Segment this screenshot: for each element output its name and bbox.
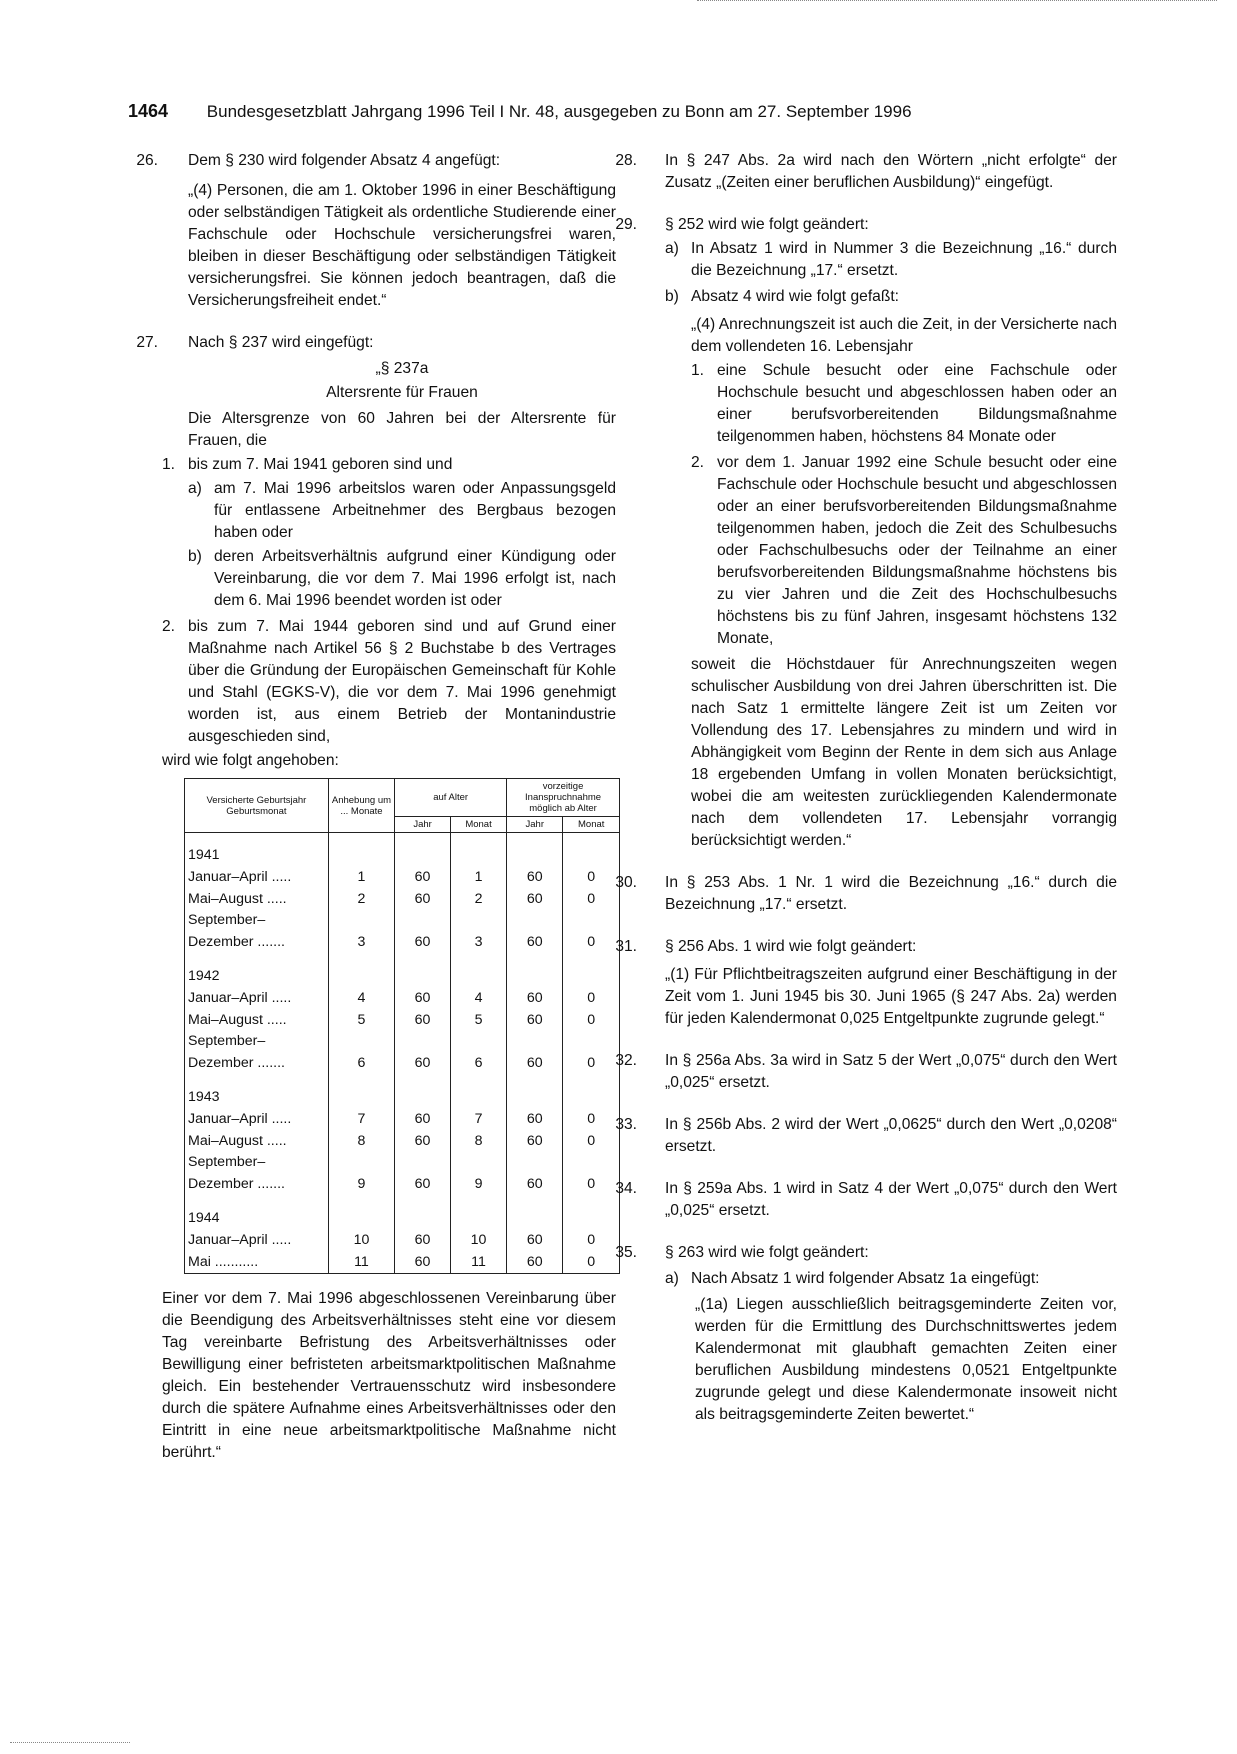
item-text: Dem § 230 wird folgender Absatz 4 angefügt: — [188, 152, 501, 169]
raised-text: wird wie folgt angehoben: — [162, 752, 339, 769]
table-cell — [450, 910, 506, 932]
age-year: 60 — [395, 932, 451, 954]
table-cell — [507, 966, 563, 988]
age-year: 60 — [395, 867, 451, 889]
table-cell — [328, 1075, 394, 1087]
header-insured: Versicherte Geburtsjahr Geburtsmonat — [185, 779, 329, 833]
point-text: Absatz 4 wird wie folgt gefaßt: — [691, 288, 900, 305]
table-cell — [507, 1031, 563, 1053]
age-table-body — [185, 833, 620, 1274]
table-cell — [328, 845, 394, 867]
point-text: bis zum 7. Mai 1941 geboren sind und — [188, 456, 453, 473]
quoted-paragraph: „(1) Für Pflichtbeitragszeiten aufgrund einer Beschäftigung in der Zeit vom 1. Juni 1945 bis 30. Juni 1965 (§ 247 Abs. 2a) werden für jeden Kalendermonat 0,025 Entgeltpunkte zugrunde gelegt.“ — [665, 966, 1117, 1027]
point-text: deren Arbeitsverhältnis aufgrund einer Kündigung oder Vereinbarung, die vor dem 7. Mai 1996 erfolgt ist, nach dem 6. Mai 1996 beendet worden ist oder — [214, 548, 616, 609]
table-cell — [450, 1031, 506, 1053]
table-cell — [563, 1087, 620, 1109]
point-text: Nach Absatz 1 wird folgender Absatz 1a eingefügt: — [691, 1270, 1040, 1287]
table-cell — [395, 966, 451, 988]
table-cell — [328, 1152, 394, 1174]
table-row — [185, 1252, 620, 1274]
item-text: In § 259a Abs. 1 wird in Satz 4 der Wert „0,075“ durch den Wert „0,025“ ersetzt. — [665, 1180, 1117, 1219]
table-cell — [507, 1196, 563, 1208]
table-row — [185, 889, 620, 911]
table-row — [185, 1109, 620, 1131]
table-cell — [395, 833, 451, 846]
age-year: 60 — [395, 1109, 451, 1131]
point-marker: 2. — [162, 618, 176, 635]
age-month: 5 — [450, 1010, 506, 1032]
early-month: 0 — [563, 1230, 620, 1252]
table-cell — [328, 1031, 394, 1053]
increase-months: 5 — [328, 1010, 394, 1032]
table-cell — [395, 1152, 451, 1174]
table-cell — [328, 910, 394, 932]
early-year: 60 — [507, 988, 563, 1010]
item-number: 33. — [615, 1116, 637, 1133]
table-cell — [507, 1208, 563, 1230]
header-increase: Anhebung um ... Monate — [328, 779, 394, 833]
item-number: 32. — [615, 1052, 637, 1069]
early-month: 0 — [563, 1109, 620, 1131]
table-cell — [563, 1075, 620, 1087]
item-number: 31. — [615, 938, 637, 955]
early-year: 60 — [507, 1010, 563, 1032]
increase-months: 2 — [328, 889, 394, 911]
table-row — [185, 1010, 620, 1032]
table-spacer-row — [185, 1196, 620, 1208]
point-a — [665, 238, 1117, 282]
age-month: 6 — [450, 1053, 506, 1075]
early-month: 0 — [563, 889, 620, 911]
section-title: Altersrente für Frauen — [326, 384, 478, 401]
table-cell — [450, 1075, 506, 1087]
point-2 — [162, 616, 616, 748]
table-cell — [328, 1087, 394, 1109]
age-year: 60 — [395, 889, 451, 911]
item-text: In § 247 Abs. 2a wird nach den Wörtern „nicht erfolgte“ der Zusatz „(Zeiten einer beruflichen Ausbildung)“ eingefügt. — [665, 152, 1117, 191]
item-text: § 263 wird wie folgt geändert: — [665, 1244, 869, 1261]
table-cell — [507, 845, 563, 867]
point-a — [665, 1268, 1117, 1426]
item-30 — [615, 872, 1117, 916]
birth-year: 1944 — [185, 1208, 329, 1230]
header-year: Jahr — [395, 817, 451, 833]
point-text: bis zum 7. Mai 1944 geboren sind und auf Grund einer Maßnahme nach Artikel 56 § 2 Buchstabe b des Vertrages über die Gründung der Europäischen Gemeinschaft für Kohle und Stahl (EGKS-V), die vor dem 7. Mai 1996 genehmigt worden ist, aus einem Betrieb der Montanindustrie ausgeschieden sind, — [188, 618, 616, 745]
age-year: 60 — [395, 1230, 451, 1252]
increase-months: 4 — [328, 988, 394, 1010]
age-month: 9 — [450, 1174, 506, 1196]
increase-months: 7 — [328, 1109, 394, 1131]
birth-month-label: Dezember ....... — [185, 932, 329, 954]
point-marker: 2. — [691, 454, 705, 471]
page-header — [128, 101, 1108, 127]
table-row — [185, 932, 620, 954]
point-text: eine Schule besucht oder eine Fachschule oder Hochschule besucht und abgeschlossen haben oder an einer berufsvorbereitenden Bildungsmaßnahme teilgenommen haben, höchstens 84 Monate oder — [717, 362, 1117, 445]
item-number: 34. — [615, 1180, 637, 1197]
table-cell — [185, 1075, 329, 1087]
header-month: Monat — [563, 817, 620, 833]
early-month: 0 — [563, 1252, 620, 1274]
table-cell — [563, 1152, 620, 1174]
increase-months: 1 — [328, 867, 394, 889]
item-text: In § 253 Abs. 1 Nr. 1 wird die Bezeichnung „16.“ durch die Bezeichnung „17.“ ersetzt. — [665, 874, 1117, 913]
item-number: 28. — [615, 152, 637, 169]
item-number: 27. — [136, 334, 158, 351]
table-cell — [395, 845, 451, 867]
table-cell — [563, 845, 620, 867]
table-cell — [395, 910, 451, 932]
birth-month-label: Januar–April ..... — [185, 988, 329, 1010]
increase-months: 9 — [328, 1174, 394, 1196]
table-cell — [450, 954, 506, 966]
quoted-paragraph: „(4) Personen, die am 1. Oktober 1996 in einer Beschäftigung oder selbständigen Tätigkeit als ordentliche Studierende einer Fachschule oder Hochschule versicherungsfrei waren, bleiben in dieser Beschäftigung oder selbständigen Tätigkeit versicherungsfrei. Sie können jedoch beantragen, daß die Versicherungsfreiheit endet.“ — [188, 182, 616, 309]
table-cell — [507, 833, 563, 846]
right-column — [615, 150, 1117, 1440]
birth-month-label: Dezember ....... — [185, 1174, 329, 1196]
early-year: 60 — [507, 889, 563, 911]
early-year: 60 — [507, 1230, 563, 1252]
table-cell — [507, 1087, 563, 1109]
item-29 — [615, 214, 1117, 852]
age-month: 4 — [450, 988, 506, 1010]
table-row — [185, 1152, 620, 1174]
early-year: 60 — [507, 932, 563, 954]
point-marker: a) — [665, 1270, 679, 1287]
age-year: 60 — [395, 1252, 451, 1274]
age-month: 3 — [450, 932, 506, 954]
birth-month-label: Mai–August ..... — [185, 889, 329, 911]
age-year: 60 — [395, 1131, 451, 1153]
quoted-point-2 — [691, 452, 1117, 650]
item-text: § 252 wird wie folgt geändert: — [665, 216, 869, 233]
item-text: Nach § 237 wird eingefügt: — [188, 334, 374, 351]
quoted-tail: soweit die Höchstdauer für Anrechnungszeiten wegen schulischer Ausbildung von drei Jahren überschritten ist. Die nach Satz 1 ermittelte längere Zeit ist um Zeiten vor Vollendung des 17. Lebensjahres zu mindern und wird in Abhängigkeit vom Beginn der Rente in dem sich aus Anlage 18 ergebenden Umfang in vollen Monaten berücksichtigt, wobei die am weitesten zurückliegenden Kalendermonate nach dem vollendeten 17. Lebensjahr vorrangig berücksichtigt werden.“ — [691, 656, 1117, 849]
early-year: 60 — [507, 1109, 563, 1131]
table-cell — [450, 1196, 506, 1208]
birth-year: 1941 — [185, 845, 329, 867]
increase-months: 11 — [328, 1252, 394, 1274]
table-year-row — [185, 1087, 620, 1109]
point-text: In Absatz 1 wird in Nummer 3 die Bezeichnung „16.“ durch die Bezeichnung „17.“ ersetzt. — [691, 240, 1117, 279]
age-year: 60 — [395, 1174, 451, 1196]
table-row — [185, 988, 620, 1010]
age-month: 7 — [450, 1109, 506, 1131]
item-text: In § 256b Abs. 2 wird der Wert „0,0625“ durch den Wert „0,0208“ ersetzt. — [665, 1116, 1117, 1155]
birth-month-label: Januar–April ..... — [185, 867, 329, 889]
table-cell — [395, 1075, 451, 1087]
point-1a — [188, 478, 616, 544]
early-year: 60 — [507, 1053, 563, 1075]
item-number: 29. — [615, 216, 637, 233]
table-cell — [507, 1075, 563, 1087]
early-year: 60 — [507, 1174, 563, 1196]
age-year: 60 — [395, 1053, 451, 1075]
table-cell — [450, 1208, 506, 1230]
table-cell — [563, 1208, 620, 1230]
early-month: 0 — [563, 1174, 620, 1196]
table-spacer-row — [185, 833, 620, 846]
table-row — [185, 1230, 620, 1252]
header-year: Jahr — [507, 817, 563, 833]
item-number: 30. — [615, 874, 637, 891]
table-cell — [395, 1031, 451, 1053]
table-spacer-row — [185, 1075, 620, 1087]
table-cell — [185, 833, 329, 846]
gazette-title: Bundesgesetzblatt Jahrgang 1996 Teil I Nr. 48, ausgegeben zu Bonn am 27. September 1996 — [206, 102, 912, 121]
table-year-row — [185, 1208, 620, 1230]
point-b — [665, 286, 1117, 852]
point-1 — [162, 454, 616, 612]
age-increase-table-wrap — [184, 778, 616, 1274]
birth-month-label: September– — [185, 1152, 329, 1174]
age-year: 60 — [395, 1010, 451, 1032]
early-year: 60 — [507, 867, 563, 889]
age-month: 2 — [450, 889, 506, 911]
early-month: 0 — [563, 988, 620, 1010]
header-month: Monat — [450, 817, 506, 833]
table-cell — [328, 1208, 394, 1230]
early-month: 0 — [563, 1053, 620, 1075]
item-number: 35. — [615, 1244, 637, 1261]
increase-months: 10 — [328, 1230, 394, 1252]
table-year-row — [185, 845, 620, 867]
table-row — [185, 1053, 620, 1075]
birth-month-label: Januar–April ..... — [185, 1230, 329, 1252]
point-marker: b) — [188, 548, 202, 565]
point-marker: a) — [665, 240, 679, 257]
item-27 — [136, 332, 616, 1464]
quoted-paragraph: „(1a) Liegen ausschließlich beitragsgeminderte Zeiten vor, werden für die Ermittlung des Durchschnittswertes jedem Kalendermonat mit glaubhaft gemachten Zeiten einer beruflichen Ausbildung mindestens 0,0521 Entgeltpunkte zugrunde gelegt und diese Kalendermonate insoweit nicht als beitragsgeminderte Zeiten bewertet.“ — [695, 1296, 1117, 1423]
header-to-age: auf Alter — [395, 779, 507, 817]
table-cell — [507, 910, 563, 932]
table-cell — [450, 966, 506, 988]
early-month: 0 — [563, 932, 620, 954]
early-month: 0 — [563, 867, 620, 889]
item-33 — [615, 1114, 1117, 1158]
age-month: 11 — [450, 1252, 506, 1274]
early-year: 60 — [507, 1131, 563, 1153]
table-cell — [185, 1196, 329, 1208]
table-cell — [450, 1087, 506, 1109]
table-cell — [328, 833, 394, 846]
birth-month-label: September– — [185, 910, 329, 932]
increase-months: 3 — [328, 932, 394, 954]
item-35 — [615, 1242, 1117, 1426]
item-32 — [615, 1050, 1117, 1094]
table-row — [185, 1031, 620, 1053]
item-text: § 256 Abs. 1 wird wie folgt geändert: — [665, 938, 917, 955]
table-row — [185, 910, 620, 932]
table-cell — [507, 954, 563, 966]
birth-year: 1943 — [185, 1087, 329, 1109]
table-cell — [563, 833, 620, 846]
item-text: In § 256a Abs. 3a wird in Satz 5 der Wert „0,075“ durch den Wert „0,025“ ersetzt. — [665, 1052, 1117, 1091]
item-28 — [615, 150, 1117, 194]
age-month: 8 — [450, 1131, 506, 1153]
table-cell — [395, 1087, 451, 1109]
item-31 — [615, 936, 1117, 1030]
table-cell — [450, 845, 506, 867]
increase-months: 6 — [328, 1053, 394, 1075]
table-cell — [450, 833, 506, 846]
point-1b — [188, 546, 616, 612]
early-month: 0 — [563, 1010, 620, 1032]
table-cell — [395, 1196, 451, 1208]
table-cell — [328, 966, 394, 988]
table-cell — [563, 910, 620, 932]
table-row — [185, 867, 620, 889]
early-month: 0 — [563, 1131, 620, 1153]
birth-month-label: Dezember ....... — [185, 1053, 329, 1075]
quoted-paragraph: „(4) Anrechnungszeit ist auch die Zeit, in der Versicherte nach dem vollendeten 16. Lebensjahr — [691, 316, 1117, 355]
birth-month-label: Mai–August ..... — [185, 1131, 329, 1153]
intro-text: Die Altersgrenze von 60 Jahren bei der Altersrente für Frauen, die — [188, 410, 616, 449]
birth-month-label: Januar–April ..... — [185, 1109, 329, 1131]
table-cell — [395, 1208, 451, 1230]
item-number: 26. — [136, 152, 158, 169]
left-column — [136, 150, 616, 1478]
table-spacer-row — [185, 954, 620, 966]
section-number: „§ 237a — [375, 360, 429, 377]
table-cell — [185, 954, 329, 966]
increase-months: 8 — [328, 1131, 394, 1153]
page-number: 1464 — [128, 101, 169, 121]
table-cell — [328, 1196, 394, 1208]
point-text: vor dem 1. Januar 1992 eine Schule besucht oder eine Fachschule oder Hochschule besucht und abgeschlossen oder an einer berufsvorbereitenden Bildungsmaßnahme teilgenommen haben, jedoch die Zeit des Schulbesuchs oder Fachschulbesuchs oder der Teilnahme an einer berufsvorbereitenden Bildungsmaßnahme höchstens bis zu vier Jahren und die Zeit des Hochschulbesuchs höchstens bis zu fünf Jahren, insgesamt höchstens 132 Monate, — [717, 454, 1117, 647]
table-cell — [395, 954, 451, 966]
birth-month-label: Mai–August ..... — [185, 1010, 329, 1032]
point-marker: a) — [188, 480, 202, 497]
item-34 — [615, 1178, 1117, 1222]
scan-artifact — [697, 0, 1217, 6]
point-text: am 7. Mai 1996 arbeitslos waren oder Anpassungsgeld für entlassene Arbeitnehmer des Bergbaus bezogen haben oder — [214, 480, 616, 541]
table-row — [185, 1174, 620, 1196]
table-row — [185, 1131, 620, 1153]
point-marker: b) — [665, 288, 679, 305]
birth-month-label: September– — [185, 1031, 329, 1053]
age-month: 10 — [450, 1230, 506, 1252]
scan-artifact — [10, 1742, 130, 1746]
table-year-row — [185, 966, 620, 988]
quoted-point-1 — [691, 360, 1117, 448]
birth-year: 1942 — [185, 966, 329, 988]
closing-paragraph: Einer vor dem 7. Mai 1996 abgeschlossenen Vereinbarung über die Beendigung des Arbeitsverhältnisses steht eine vor diesem Tag vereinbarte Befristung des Arbeitsverhältnisses oder Bewilligung einer befristeten arbeitsmarktpolitischen Maßnahme gleich. Ein bestehender Vertrauensschutz wird insbesondere durch die spätere Aufnahme eines Arbeitsverhältnisses oder den Eintritt in eine neue arbeitsmarktpolitische Maßnahme nicht berührt.“ — [162, 1290, 616, 1462]
point-marker: 1. — [691, 362, 705, 379]
table-cell — [563, 966, 620, 988]
table-cell — [507, 1152, 563, 1174]
age-year: 60 — [395, 988, 451, 1010]
age-increase-table — [184, 778, 620, 1274]
birth-month-label: Mai ........... — [185, 1252, 329, 1274]
header-early-claim: vorzeitige Inanspruchnahme möglich ab Alter — [507, 779, 620, 817]
point-marker: 1. — [162, 456, 176, 473]
table-cell — [450, 1152, 506, 1174]
table-cell — [328, 954, 394, 966]
age-month: 1 — [450, 867, 506, 889]
early-year: 60 — [507, 1252, 563, 1274]
item-26 — [136, 150, 616, 312]
